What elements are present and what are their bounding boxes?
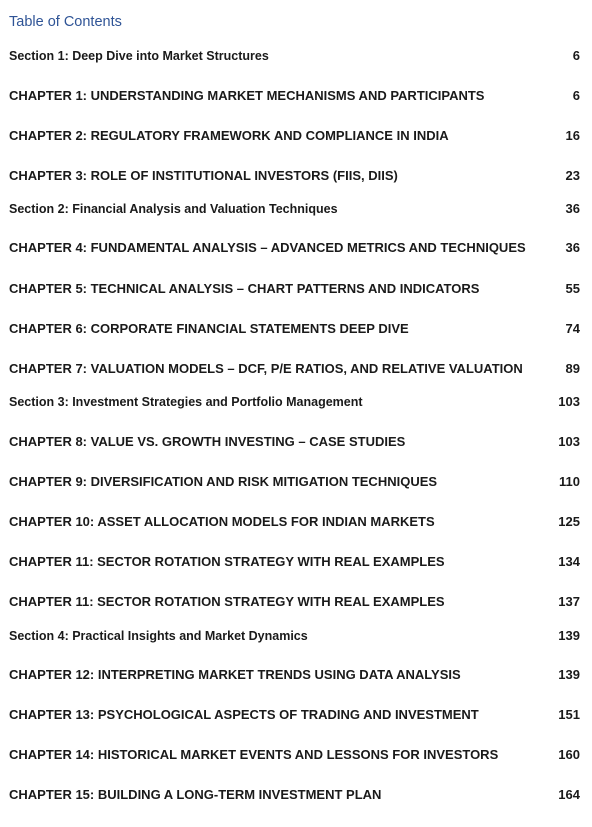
toc-entry-label: CHAPTER 13: PSYCHOLOGICAL ASPECTS OF TRADING AND INVESTMENT: [9, 707, 479, 722]
toc-entry-label: CHAPTER 5: TECHNICAL ANALYSIS – CHART PATTERNS AND INDICATORS: [9, 281, 480, 296]
toc-entry-chapter-6[interactable]: [9, 320, 580, 338]
toc-entry-section-2[interactable]: [9, 200, 580, 218]
toc-entry-label: CHAPTER 7: VALUATION MODELS – DCF, P/E RATIOS, AND RELATIVE VALUATION: [9, 361, 523, 376]
toc-entry-label: CHAPTER 14: HISTORICAL MARKET EVENTS AND LESSONS FOR INVESTORS: [9, 747, 499, 762]
toc-entry-label: CHAPTER 15: BUILDING A LONG-TERM INVESTMENT PLAN: [9, 787, 382, 802]
toc-entry-chapter-8[interactable]: [9, 433, 580, 451]
toc-entry-page: 36: [565, 201, 580, 216]
toc-entry-label: CHAPTER 11: SECTOR ROTATION STRATEGY WITH REAL EXAMPLES: [9, 554, 445, 569]
toc-entry-section-1[interactable]: [9, 47, 580, 65]
toc-entry-page: 151: [558, 707, 580, 722]
toc-entry-chapter-7[interactable]: [9, 360, 580, 378]
toc-entry-section-4[interactable]: [9, 627, 580, 645]
toc-entry-chapter-11-repeat[interactable]: [9, 593, 580, 611]
toc-entry-chapter-5[interactable]: [9, 280, 580, 298]
toc-entry-chapter-13[interactable]: [9, 706, 580, 724]
toc-entry-label: CHAPTER 6: CORPORATE FINANCIAL STATEMENTS DEEP DIVE: [9, 321, 409, 336]
toc-entry-page: 103: [558, 434, 580, 449]
toc-entry-label: CHAPTER 8: VALUE VS. GROWTH INVESTING – CASE STUDIES: [9, 434, 406, 449]
toc-entry-chapter-12[interactable]: [9, 666, 580, 684]
toc-entry-chapter-4[interactable]: [9, 239, 580, 257]
toc-entry-chapter-10[interactable]: [9, 513, 580, 531]
toc-entry-page: 110: [559, 474, 580, 489]
toc-entry-label: Section 4: Practical Insights and Market Dynamics: [9, 629, 308, 643]
toc-entry-chapter-11[interactable]: [9, 553, 580, 571]
toc-entry-chapter-14[interactable]: [9, 746, 580, 764]
toc-entry-label: Section 3: Investment Strategies and Portfolio Management: [9, 395, 363, 409]
toc-entry-page: 6: [572, 48, 580, 63]
toc-entry-page: 89: [565, 361, 580, 376]
toc-entry-chapter-9[interactable]: [9, 473, 580, 491]
toc-entry-label: CHAPTER 10: ASSET ALLOCATION MODELS FOR INDIAN MARKETS: [9, 514, 435, 529]
toc-entry-chapter-3[interactable]: [9, 167, 580, 185]
toc-entry-page: 139: [558, 628, 580, 643]
toc-entry-label: CHAPTER 12: INTERPRETING MARKET TRENDS USING DATA ANALYSIS: [9, 667, 461, 682]
toc-entry-section-3[interactable]: [9, 393, 580, 411]
toc-entry-chapter-1[interactable]: [9, 87, 580, 105]
toc-entry-page: 55: [565, 281, 580, 296]
toc-entry-label: CHAPTER 4: FUNDAMENTAL ANALYSIS – ADVANCED METRICS AND TECHNIQUES: [9, 240, 526, 255]
toc-entry-chapter-15[interactable]: [9, 786, 580, 804]
toc-entry-page: 139: [558, 667, 580, 682]
toc-entry-label: CHAPTER 9: DIVERSIFICATION AND RISK MITIGATION TECHNIQUES: [9, 474, 438, 489]
toc-entry-page: 23: [565, 168, 580, 183]
toc-title: Table of Contents: [9, 14, 122, 30]
toc-entry-page: 103: [558, 394, 580, 409]
toc-entry-label: Section 2: Financial Analysis and Valuation Techniques: [9, 202, 338, 216]
toc-entry-label: CHAPTER 2: REGULATORY FRAMEWORK AND COMPLIANCE IN INDIA: [9, 128, 449, 143]
toc-entry-page: 74: [565, 321, 580, 336]
toc-entry-label: CHAPTER 11: SECTOR ROTATION STRATEGY WITH REAL EXAMPLES: [9, 594, 445, 609]
toc-entry-label: CHAPTER 3: ROLE OF INSTITUTIONAL INVESTORS (FIIS, DIIS): [9, 168, 398, 183]
toc-entry-page: 36: [565, 240, 580, 255]
toc-entry-page: 16: [565, 128, 580, 143]
toc-entry-page: 137: [558, 594, 580, 609]
toc-entry-label: Section 1: Deep Dive into Market Structures: [9, 49, 269, 63]
toc-entry-chapter-2[interactable]: [9, 127, 580, 145]
toc-entry-page: 134: [558, 554, 580, 569]
toc-entry-label: CHAPTER 1: UNDERSTANDING MARKET MECHANISMS AND PARTICIPANTS: [9, 88, 485, 103]
toc-entry-page: 125: [558, 514, 580, 529]
toc-entry-page: 160: [558, 747, 580, 762]
toc-entry-page: 164: [558, 787, 580, 802]
toc-entry-page: 6: [572, 88, 580, 103]
